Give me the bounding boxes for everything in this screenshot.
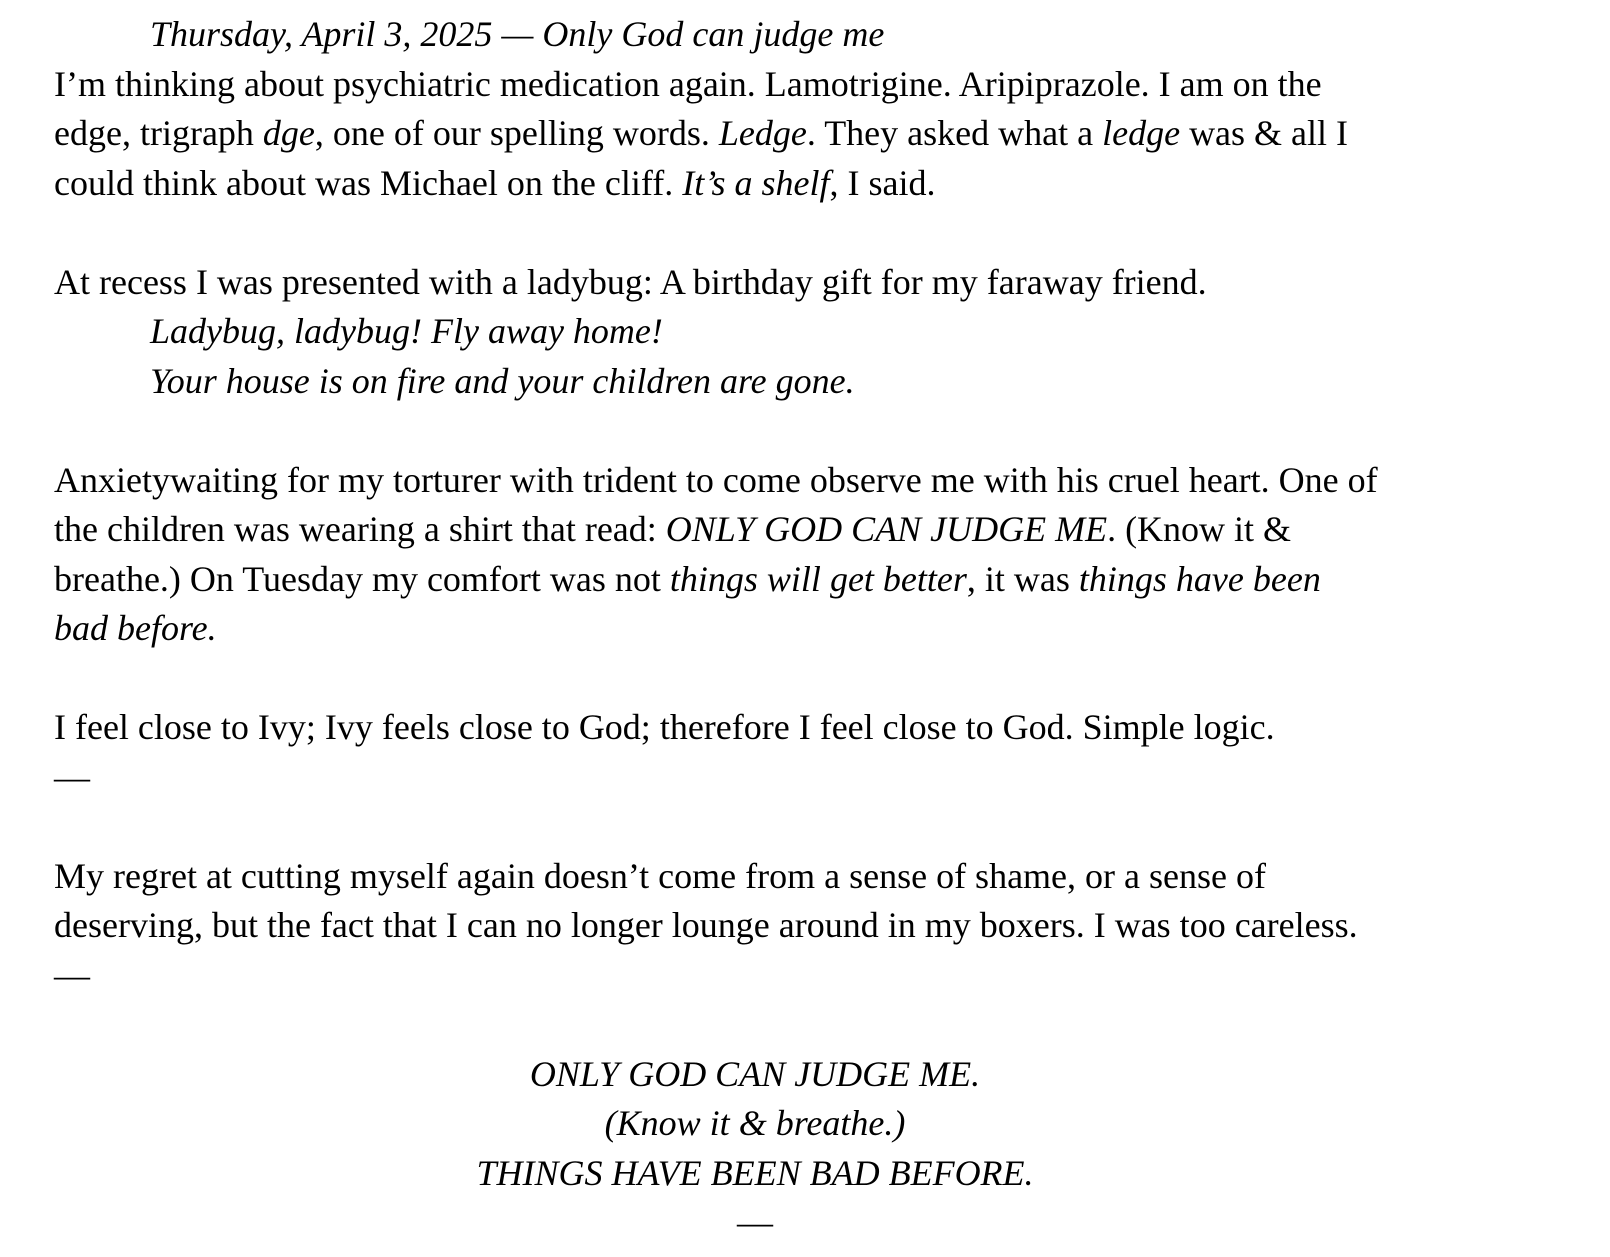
p3-line-3: [54, 555, 1554, 605]
entry-date: Thursday, April 3, 2025: [150, 14, 493, 54]
italic-run: bad before.: [54, 608, 217, 648]
p3-line-4: [54, 604, 1554, 654]
p5-line-1: My regret at cutting myself again doesn’t come from a sense of shame, or a sense of: [54, 855, 1266, 896]
coda-line-1: [54, 1050, 1456, 1100]
text-run: , one of our spelling words.: [314, 113, 719, 153]
italic-run: THINGS HAVE BEEN BAD BEFORE.: [476, 1152, 1034, 1193]
journal-entry: [54, 10, 1554, 1248]
section-dash: —: [54, 756, 90, 797]
p2-line-1: At recess I was presented with a ladybug: A birthday gift for my faraway friend.: [54, 261, 1207, 302]
text-run: , I said.: [829, 162, 936, 203]
paragraph-gap: [54, 1000, 1554, 1050]
entry-heading: [54, 10, 1554, 60]
p1-line-1: I’m thinking about psychiatric medication again. Lamotrigine. Aripiprazole. I am on the: [54, 63, 1322, 104]
italic-run: dge: [262, 113, 315, 153]
text-run: could think about was Michael on the cliff.: [54, 162, 683, 203]
heading-separator: —: [492, 14, 543, 54]
verse-line-2: [54, 357, 1554, 407]
text-run: , it was: [966, 558, 1079, 599]
text-run: . (Know it &: [1107, 509, 1292, 549]
coda-dash: —: [737, 1202, 773, 1242]
verse-line-1: [54, 307, 1554, 357]
p4-line-1: I feel close to Ivy; Ivy feels close to God; therefore I feel close to God. Simple logic.: [54, 707, 1275, 747]
italic-run: Ladybug, ladybug! Fly away home!: [150, 311, 663, 351]
section-dash: —: [54, 954, 90, 995]
entry-title: Only God can judge me: [542, 14, 885, 54]
italic-run: Your house is on fire and your children are gone.: [150, 360, 855, 401]
text-run: the children was wearing a shirt that read:: [54, 509, 666, 549]
italic-run: (Know it & breathe.): [604, 1103, 906, 1143]
italic-run: Ledge: [718, 113, 807, 153]
p5-line-2: deserving, but the fact that I can no longer lounge around in my boxers. I was too careless.: [54, 905, 1358, 945]
p1-line-3: [54, 159, 1554, 209]
text-run: was & all I: [1180, 113, 1349, 153]
italic-run: ONLY GOD CAN JUDGE ME.: [529, 1053, 981, 1094]
p3-line-1: Anxietywaiting for my torturer with trident to come observe me with his cruel heart. One of: [54, 459, 1378, 500]
p1-line-2: [54, 109, 1554, 159]
text-run: . They asked what a: [806, 113, 1103, 153]
italic-run: things have been: [1078, 558, 1321, 599]
paragraph-gap: [54, 208, 1554, 258]
italic-run: ONLY GOD CAN JUDGE ME: [665, 509, 1108, 549]
paragraph-gap: [54, 406, 1554, 456]
italic-run: It’s a shelf: [682, 162, 830, 203]
p3-line-2: [54, 505, 1554, 555]
coda-line-2: [54, 1099, 1456, 1149]
italic-run: ledge: [1102, 113, 1181, 153]
coda-line-3: [54, 1149, 1456, 1199]
italic-run: things will get better: [669, 558, 967, 599]
paragraph-gap: [54, 654, 1554, 704]
text-run: breathe.) On Tuesday my comfort was not: [54, 558, 670, 599]
text-run: edge, trigraph: [54, 113, 263, 153]
paragraph-gap: [54, 802, 1554, 852]
